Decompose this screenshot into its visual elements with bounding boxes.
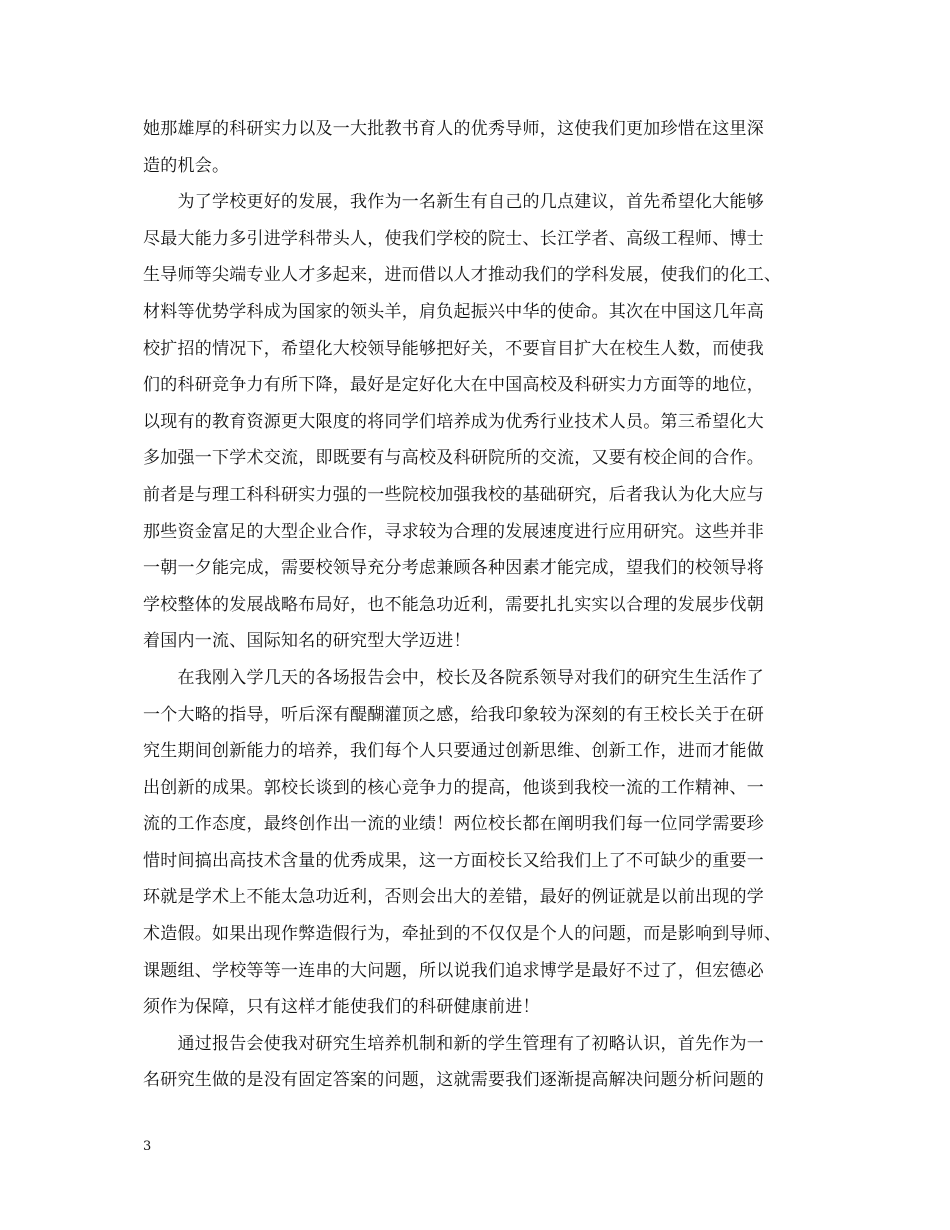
text-line: 校扩招的情况下，希望化大校领导能够把好关，不要盲目扩大在校生人数，而使我 <box>143 338 764 359</box>
text-line: 须作为保障，只有这样才能使我们的科研健康前进！ <box>143 997 540 1018</box>
text-line: 那些资金富足的大型企业合作，寻求较为合理的发展速度进行应用研究。这些并非 <box>143 521 764 542</box>
text-line: 多加强一下学术交流，即既要有与高校及科研院所的交流，又要有校企间的合作。 <box>143 448 764 469</box>
body-text <box>143 111 843 1099</box>
text-line: 课题组、学校等等一连串的大问题，所以说我们追求博学是最好不过了，但宏德必 <box>143 960 764 981</box>
text-line: 环就是学术上不能太急功近利，否则会出大的差错，最好的例证就是以前出现的学 <box>143 887 764 908</box>
text-line: 名研究生做的是没有固定答案的问题，这就需要我们逐渐提高解决问题分析问题的 <box>143 1070 764 1091</box>
text-line: 前者是与理工科科研实力强的一些院校加强我校的基础研究，后者我认为化大应与 <box>143 484 764 505</box>
text-line: 以现有的教育资源更大限度的将同学们培养成为优秀行业技术人员。第三希望化大 <box>143 411 764 432</box>
text-line: 学校整体的发展战略布局好，也不能急功近利，需要扎扎实实以合理的发展步伐朝 <box>143 594 764 615</box>
text-line: 生导师等尖端专业人才多起来，进而借以人才推动我们的学科发展，使我们的化工、 <box>143 265 782 286</box>
text-line: 尽最大能力多引进学科带头人，使我们学校的院士、长江学者、高级工程师、博士 <box>143 228 764 249</box>
text-line: 流的工作态度，最终创作出一流的业绩！两位校长都在阐明我们每一位同学需要珍 <box>143 814 764 835</box>
text-line: 一朝一夕能完成，需要校领导充分考虑兼顾各种因素才能完成，望我们的校领导将 <box>143 558 764 579</box>
page-number: 3 <box>143 1139 152 1154</box>
text-line: 究生期间创新能力的培养，我们每个人只要通过创新思维、创新工作，进而才能做 <box>143 741 764 762</box>
text-line: 术造假。如果出现作弊造假行为，牵扯到的不仅仅是个人的问题，而是影响到导师、 <box>143 924 782 945</box>
text-line: 材料等优势学科成为国家的领头羊，肩负起振兴中华的使命。其次在中国这几年高 <box>143 301 764 322</box>
text-line: 着国内一流、国际知名的研究型大学迈进！ <box>143 631 471 652</box>
text-line: 们的科研竞争力有所下降，最好是定好化大在中国高校及科研实力方面等的地位， <box>143 375 764 396</box>
text-line: 为了学校更好的发展，我作为一名新生有自己的几点建议，首先希望化大能够 <box>143 192 764 213</box>
text-line: 造的机会。 <box>143 155 230 176</box>
text-line: 出创新的成果。郭校长谈到的核心竞争力的提高，他谈到我校一流的工作精神、一 <box>143 777 764 798</box>
text-line: 通过报告会使我对研究生培养机制和新的学生管理有了初略认识，首先作为一 <box>143 1033 764 1054</box>
text-line: 惜时间搞出高技术含量的优秀成果，这一方面校长又给我们上了不可缺少的重要一 <box>143 850 764 871</box>
text-line: 一个大略的指导，听后深有醍醐灌顶之感，给我印象较为深刻的有王校长关于在研 <box>143 704 764 725</box>
text-line: 她那雄厚的科研实力以及一大批教书育人的优秀导师，这使我们更加珍惜在这里深 <box>143 119 764 139</box>
text-line: 在我刚入学几天的各场报告会中，校长及各院系领导对我们的研究生生活作了 <box>143 667 764 688</box>
